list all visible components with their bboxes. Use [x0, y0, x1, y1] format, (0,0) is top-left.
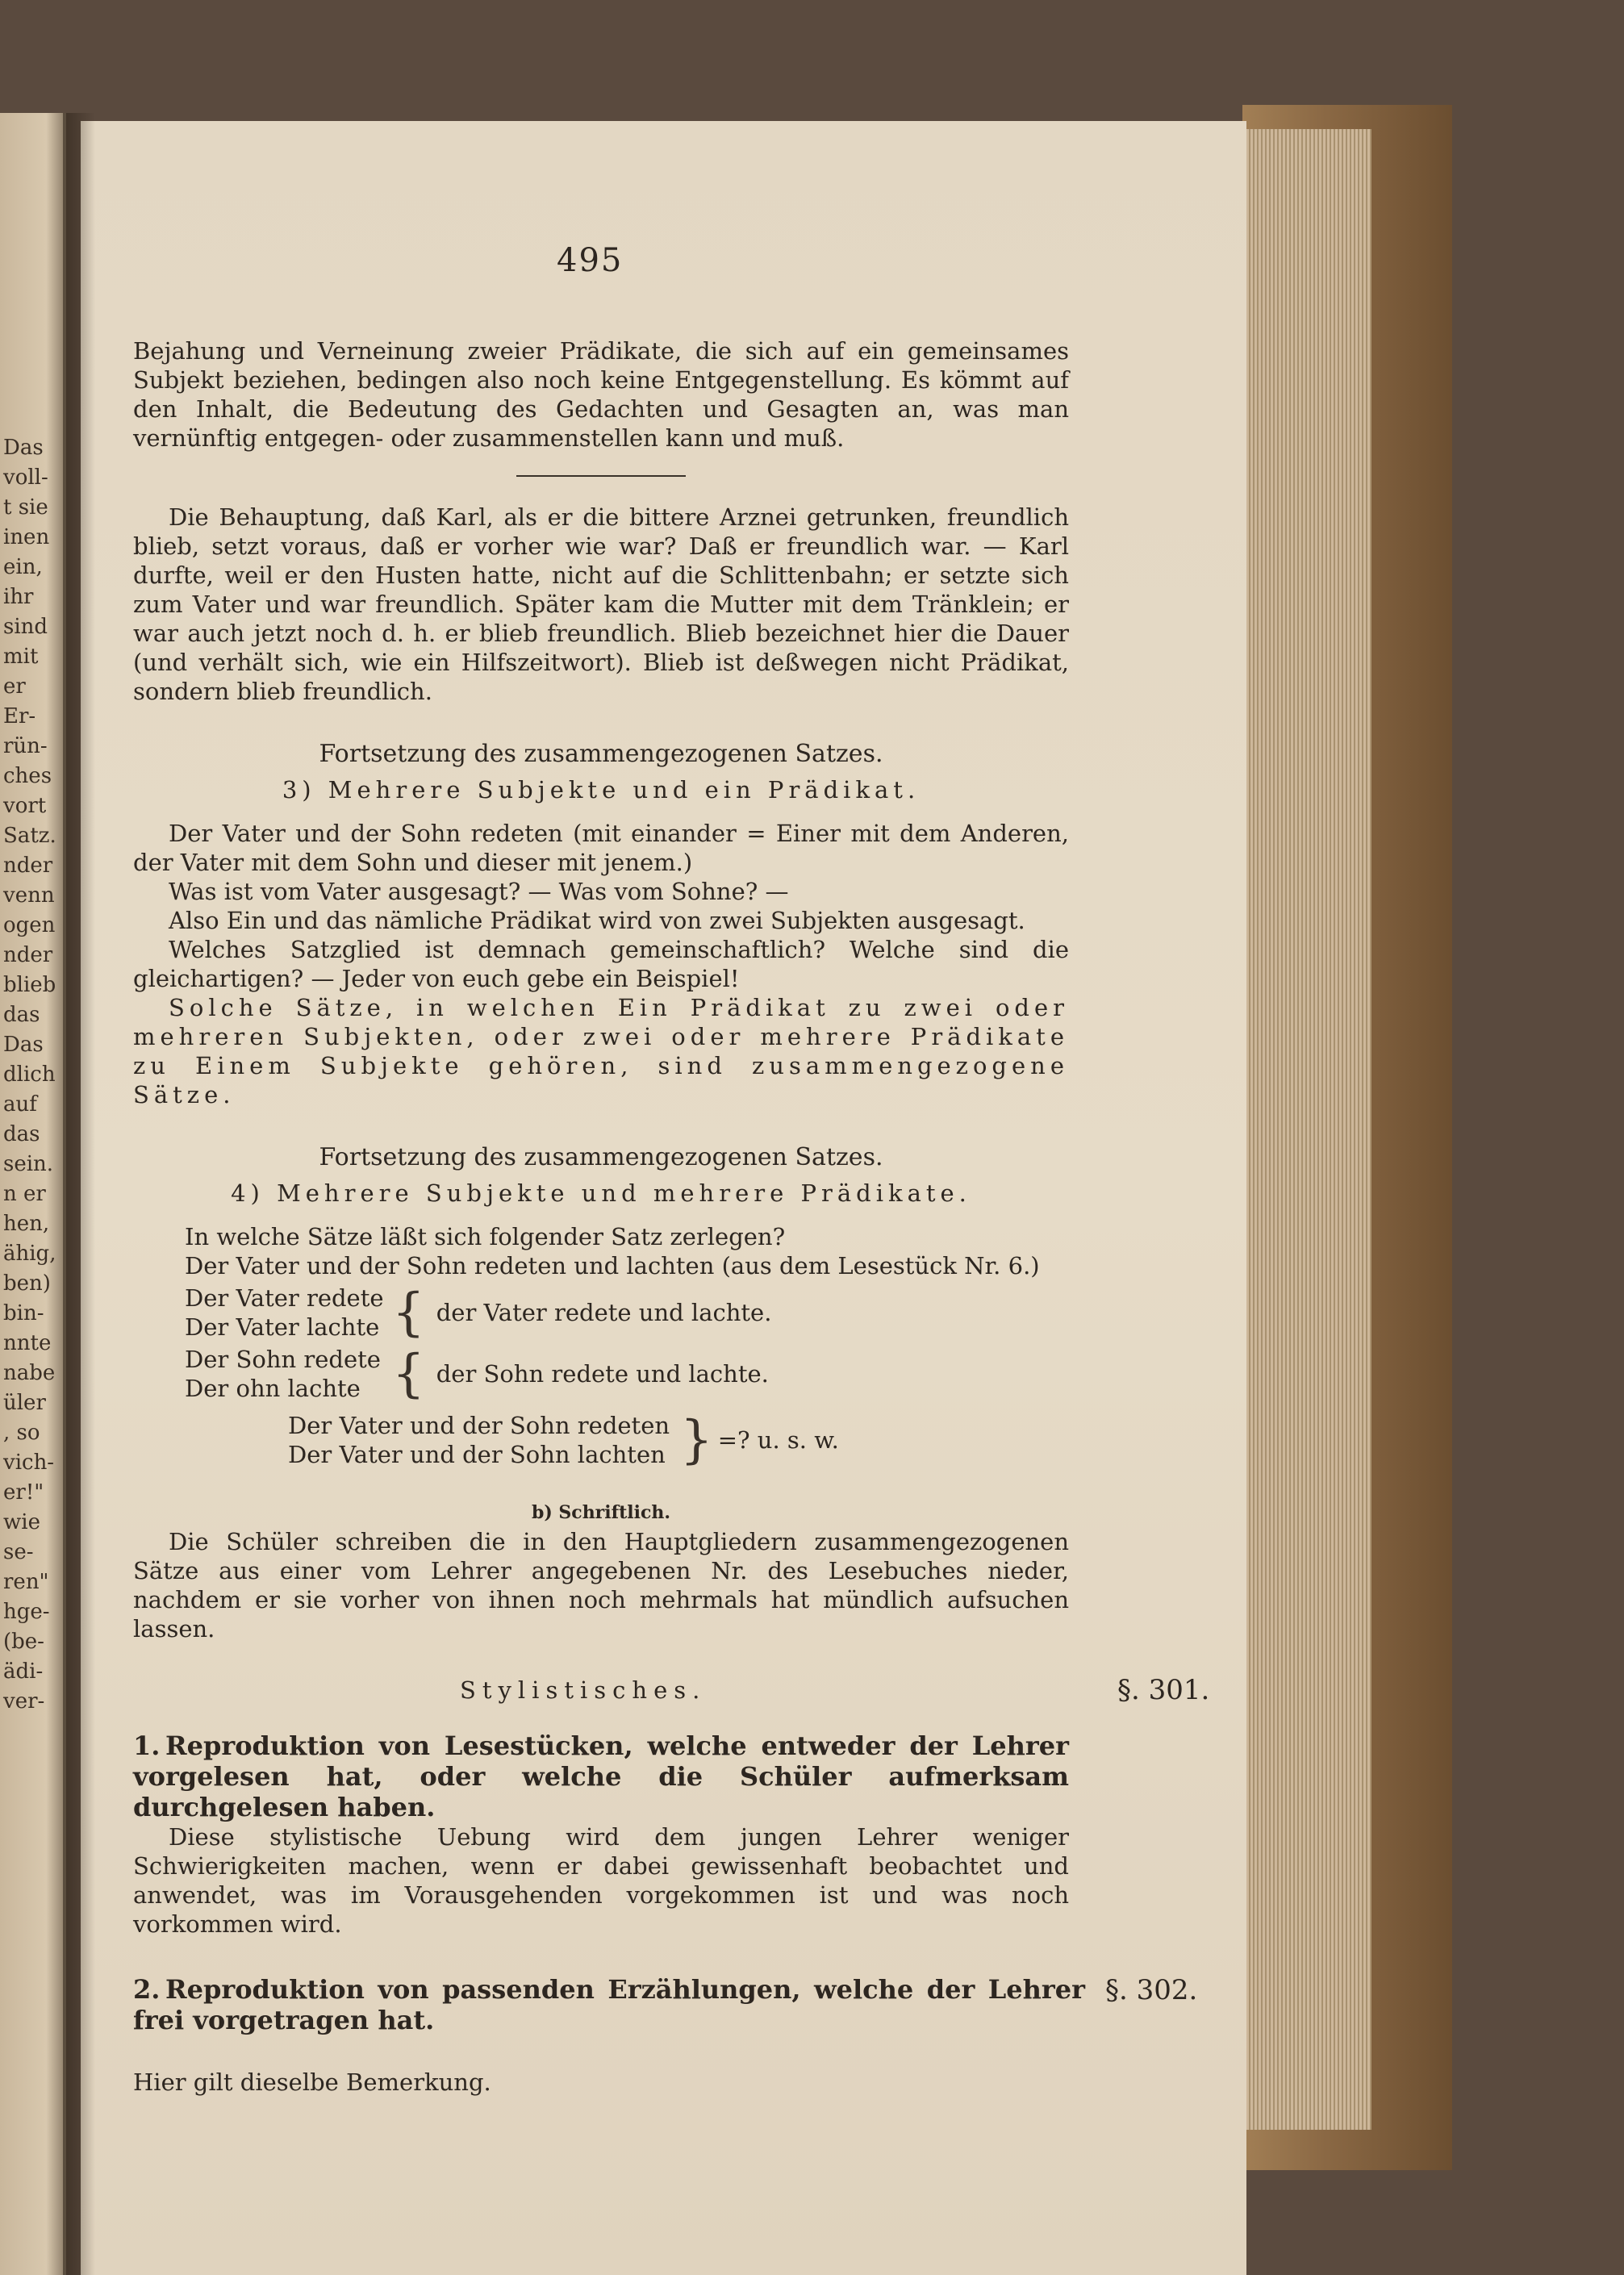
left-margin-fragment: ihr — [3, 585, 34, 609]
section-3-line-2: Was ist vom Vater ausgesagt? — Was vom Sohne? — — [169, 878, 789, 905]
left-margin-fragment: ein, — [3, 555, 43, 579]
left-margin-fragment: sind — [3, 615, 48, 639]
left-margin-fragment: vort — [3, 794, 47, 818]
item-2-number: 2. — [133, 1974, 161, 2005]
item-1-text: Diese stylistische Uebung wird dem jungen Lehrer weniger Schwierigkeiten machen, wenn er dabei gewissenhaft beobachtet und anwendet, was im Vorausgehenden vorgekommen ist und was noch vorkommen wird. — [133, 1823, 1069, 1938]
section-3-line-5: Solche Sätze, in welchen Ein Prädikat zu zwei oder mehreren Subjekten, oder zwei oder mehrere Prädikate zu Einem Subjekte gehören, sind zusammengezogene Sätze. — [133, 994, 1069, 1108]
page-number: 495 — [557, 242, 624, 279]
section-3-line-1: Der Vater und der Sohn redeten (mit einander = Einer mit dem Anderen, der Vater mit dem Sohn und dieser mit jenem.) — [133, 820, 1069, 876]
pair-1-line-b: Der Vater lachte — [185, 1313, 380, 1341]
left-margin-fragment: inen — [3, 525, 50, 549]
item-2-title-text: Reproduktion von passenden Erzählungen, welche der Lehrer frei vorgetragen hat. — [133, 1974, 1085, 2035]
left-margin-fragment: nnte — [3, 1331, 52, 1355]
stylistic-title: Stylistisches. — [460, 1676, 707, 1704]
left-margin-fragment: Satz. — [3, 824, 56, 848]
item-2-text: Hier gilt dieselbe Bemerkung. — [133, 2068, 491, 2096]
section-301-number: §. 301. — [1117, 1674, 1210, 1706]
example-pair-2 — [185, 1345, 1069, 1403]
text-block — [133, 246, 1210, 2097]
left-margin-fragment: auf — [3, 1092, 37, 1117]
item-2-row — [133, 1974, 1198, 2035]
section-3-line-3: Also Ein und das nämliche Prädikat wird von zwei Subjekten ausgesagt. — [169, 907, 1025, 934]
section-4-subheading: 4) Mehrere Subjekte und mehrere Prädikate. — [231, 1179, 971, 1207]
left-margin-fragment: wie — [3, 1510, 40, 1534]
pair-1-result: der Vater redete und lachte. — [436, 1299, 772, 1326]
section-3-heading: Fortsetzung des zusammengezogenen Satzes. — [319, 740, 883, 768]
pair-2-line-b: Der ohn lachte — [185, 1375, 361, 1402]
left-margin-fragment: ver- — [3, 1689, 45, 1714]
divider-rule — [516, 475, 686, 477]
pair-3-line-a: Der Vater und der Sohn redeten — [288, 1412, 670, 1439]
item-1-title — [133, 1730, 1069, 1822]
left-margin-fragment: mit — [3, 645, 39, 669]
left-margin-fragment: ogen — [3, 913, 56, 937]
pair-1-line-a: Der Vater redete — [185, 1284, 384, 1312]
left-margin-fragment: er!" — [3, 1480, 44, 1505]
left-margin-fragment: , so — [3, 1421, 40, 1445]
brace-icon: { — [392, 1283, 425, 1342]
left-margin-fragment: venn — [3, 883, 55, 908]
left-margin-fragment: voll- — [3, 465, 48, 490]
left-margin-fragments — [0, 436, 65, 1726]
example-pair-1 — [185, 1284, 1069, 1342]
left-margin-fragment: ches — [3, 764, 52, 788]
left-margin-fragment: vich- — [3, 1451, 55, 1475]
left-margin-fragment: sein. — [3, 1152, 54, 1176]
written-label: b) Schriftlich. — [531, 1502, 671, 1523]
left-margin-fragment: hen, — [3, 1212, 50, 1236]
section-4-example: Der Vater und der Sohn redeten und lachten (aus dem Lesestück Nr. 6.) — [185, 1252, 1040, 1279]
section-3-line-4: Welches Satzglied ist demnach gemeinschaftlich? Welche sind die gleichartigen? — Jeder von euch gebe ein Beispiel! — [133, 936, 1069, 992]
left-margin-fragment: Er- — [3, 704, 36, 728]
left-margin-fragment: ähig, — [3, 1242, 56, 1266]
page-stack-edge — [1242, 129, 1371, 2130]
spine-shadow — [63, 113, 95, 2275]
pair-2-line-a: Der Sohn redete — [185, 1346, 381, 1373]
left-margin-fragment: üler — [3, 1391, 46, 1415]
left-margin-fragment: (be- — [3, 1630, 44, 1654]
stylistic-row — [133, 1674, 1210, 1708]
pair-3-result: =? u. s. w. — [717, 1426, 839, 1454]
left-margin-fragment: rün- — [3, 734, 48, 758]
section-4-heading: Fortsetzung des zusammengezogenen Satzes. — [319, 1143, 883, 1171]
pair-2-result: der Sohn redete und lachte. — [436, 1360, 769, 1388]
left-margin-fragment: n er — [3, 1182, 46, 1206]
item-1-number: 1. — [133, 1730, 161, 1761]
left-margin-fragment: hge- — [3, 1600, 50, 1624]
paragraph-2: Die Behauptung, daß Karl, als er die bittere Arznei getrunken, freundlich blieb, setzt voraus, daß er vorher wie war? Daß er freundlich war. — Karl durfte, weil er den Husten hatte, nicht auf die Schlittenbahn; er setzte sich zum Vater und war freundlich. Später kam die Mutter mit dem Tränklein; er war auch jetzt noch d. h. er blieb freundlich. Blieb bezeichnet hier die Dauer (und verhält sich, wie ein Hilfszeitwort). Blieb ist deßwegen nicht Prädikat, sondern blieb freundlich. — [133, 503, 1069, 705]
left-margin-fragment: das — [3, 1003, 40, 1027]
left-margin-fragment: ädi- — [3, 1659, 44, 1684]
brace-icon: { — [392, 1344, 425, 1404]
example-pair-3 — [288, 1411, 1069, 1469]
left-margin-fragment: t sie — [3, 495, 48, 520]
written-text: Die Schüler schreiben die in den Hauptgliedern zusammengezogenen Sätze aus einer vom Lehrer angegebenen Nr. des Lesebuches nieder, nachdem er sie vorher von ihnen noch mehrmals hat mündlich aufsuchen lassen. — [133, 1528, 1069, 1643]
item-1-title-text: Reproduktion von Lesestücken, welche entweder der Lehrer vorgelesen hat, oder welche die Schüler aufmerksam durchgelesen haben. — [133, 1730, 1069, 1822]
section-3-subheading: 3) Mehrere Subjekte und ein Prädikat. — [282, 776, 921, 804]
left-margin-fragment: nabe — [3, 1361, 56, 1385]
section-4-question: In welche Sätze läßt sich folgender Satz zerlegen? — [185, 1223, 786, 1250]
left-page — [0, 113, 66, 2275]
left-margin-fragment: bin- — [3, 1301, 44, 1325]
pair-3-line-b: Der Vater und der Sohn lachten — [288, 1441, 666, 1468]
left-margin-fragment: Das — [3, 1033, 44, 1057]
left-margin-fragment: ben) — [3, 1271, 51, 1296]
brace-icon: } — [680, 1410, 713, 1470]
section-302-number: §. 302. — [1105, 1974, 1198, 2006]
left-margin-fragment: nder — [3, 854, 53, 878]
left-margin-fragment: dlich — [3, 1062, 56, 1087]
left-margin-fragment: ren" — [3, 1570, 49, 1594]
left-margin-fragment: er — [3, 674, 26, 699]
left-margin-fragment: Das — [3, 436, 44, 460]
paragraph-1: Bejahung und Verneinung zweier Prädikate, die sich auf ein gemeinsames Subjekt beziehen, bedingen also noch keine Entgegenstellung. Es kömmt auf den Inhalt, die Bedeutung des Gedachten und Gesagten an, was man vernünftig entgegen- oder zusammenstellen kann und muß. — [133, 337, 1069, 452]
item-2-title — [133, 1974, 1085, 2035]
left-margin-fragment: nder — [3, 943, 53, 967]
left-margin-fragment: blieb — [3, 973, 56, 997]
left-margin-fragment: se- — [3, 1540, 34, 1564]
left-margin-fragment: das — [3, 1122, 40, 1146]
